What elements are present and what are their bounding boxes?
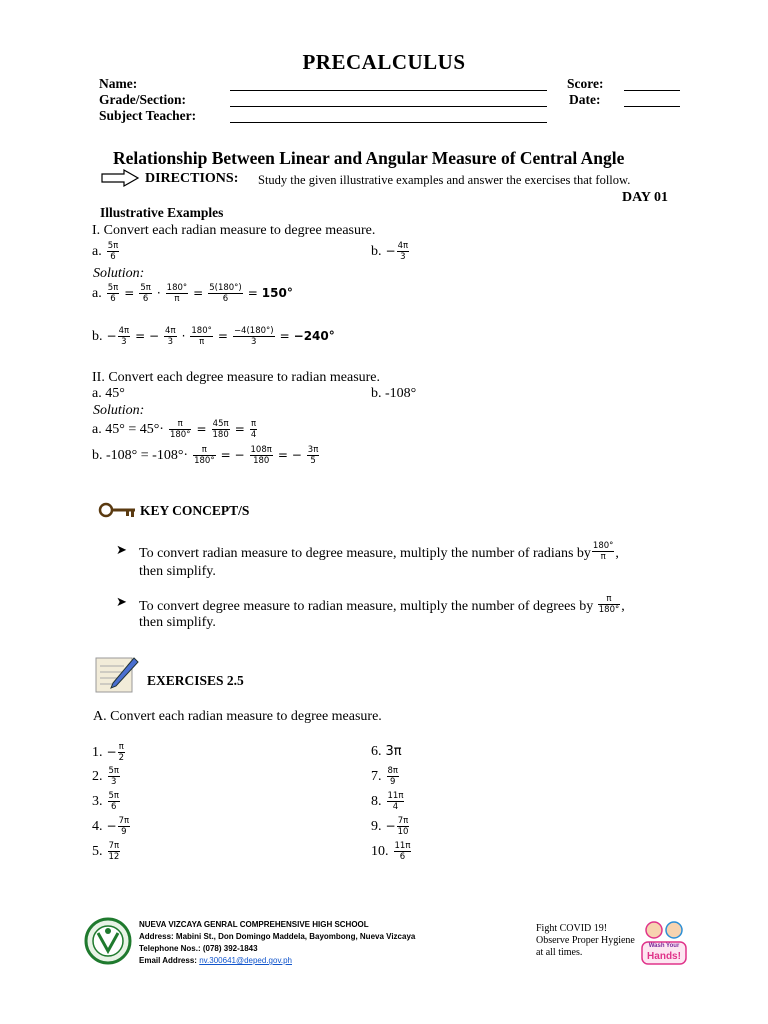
school-seal-logo [84,917,132,965]
exercise-number: 6. [371,744,382,759]
exercise-item [92,766,121,787]
exercise-number: 7. [371,769,382,785]
date-field[interactable] [624,106,680,107]
part1-item-a [92,241,120,262]
exercise-number: 2. [92,769,103,785]
school-name: NUEVA VIZCAYA GENRAL COMPREHENSIVE HIGH SCHOOL [139,920,369,929]
illustrative-heading: Illustrative Examples [100,205,224,220]
exercise-number: 8. [371,794,382,810]
part2-item-a: a. 45° [92,386,125,401]
part2-solution-a: a. 45° = 45°· $\frac{\pi}{180^\circ}$ = $\frac{45\pi}{180}$ = $\frac{\pi}{4}$ [92,419,257,440]
name-label: Name: [99,76,138,91]
item-b-label: b. [371,244,382,260]
exercise-fraction: $\frac{7\pi}{10}$ [397,816,409,837]
exercise-item [92,841,121,862]
part2-solution-label: Solution: [93,403,145,418]
result-b: −240° [293,329,335,344]
exercise-item [371,742,402,760]
page-title: PRECALCULUS [302,50,466,74]
bullet1-text: To convert radian measure to degree measure, multiply the number of radians by $\frac{180^\circ}{\pi}$ , [139,541,619,562]
day-label: DAY 01 [622,190,669,205]
teacher-field[interactable] [230,122,547,123]
name-field[interactable] [230,90,547,91]
exercise-number: 10. [371,844,389,860]
exercises-heading: EXERCISES 2.5 [147,673,244,688]
school-telephone: Telephone Nos.: (078) 392-1843 [139,944,258,953]
bullet-arrow-icon: ➤ [116,594,127,609]
exercise-fraction: $\frac{5\pi}{3}$ [108,766,120,787]
school-email-row: Email Address: nv.300641@deped.gov.ph [139,956,292,965]
part2-heading: II. Convert each degree measure to radian measure. [92,370,381,385]
part1-item-b: b. − $\frac{4\pi}{3}$ [371,241,409,262]
part2-solution-b: b. -108° = -108°· $\frac{\pi}{180^\circ}$ = − $\frac{108\pi}{180}$ = − $\frac{3\pi}{5}$ [92,445,319,466]
exercise-item [371,766,400,787]
part1-solution-a: a. $\frac{5\pi}{6}$ = $\frac{5\pi}{6}$ · $\frac{180^\circ}{\pi}$ = $\frac{5(180^\circ)}{6}$ = 150° [92,283,293,304]
arrow-right-icon [100,168,140,188]
notepad-pencil-icon [94,654,142,694]
badge-top-text: Wash Your [648,943,680,949]
exercise-fraction: $\frac{5\pi}{6}$ [108,791,120,812]
bullet1-cont: then simplify. [139,564,216,579]
part1-heading: I. Convert each radian measure to degree measure. [92,223,376,238]
exercise-item [92,742,126,763]
exercise-item [371,791,405,812]
fight-covid-text: Fight COVID 19! Observe Proper Hygiene at all times. [536,923,635,958]
exercise-fraction: $\frac{\pi}{2}$ [118,742,124,763]
exercise-sign: − [385,819,396,834]
date-label: Date: [569,92,601,107]
exercise-item [92,791,121,812]
part1-solution-b: b. − $\frac{4\pi}{3}$ = − $\frac{4\pi}{3}$ · $\frac{180^\circ}{\pi}$ = $\frac{-4(180^\circ)}{3}$ = −240° [92,326,335,347]
directions-label: DIRECTIONS: [145,171,239,186]
exercise-sign: − [106,819,117,834]
result-a: 150° [261,286,293,301]
badge-bottom-text: Hands! [647,951,681,962]
grade-label: Grade/Section: [99,92,186,107]
exercise-item [371,841,412,862]
exercise-item [92,816,131,837]
score-label: Score: [567,76,604,91]
exercises-instruction: A. Convert each radian measure to degree measure. [93,709,382,724]
exercise-fraction: $\frac{11\pi}{6}$ [394,841,411,862]
exercise-sign: − [106,745,117,760]
exercise-item [371,816,410,837]
grade-field[interactable] [230,106,547,107]
exercise-fraction: $\frac{7\pi}{12}$ [108,841,120,862]
item-a-label: a. [92,244,102,260]
exercise-number: 5. [92,844,103,860]
score-field[interactable] [624,90,680,91]
fraction: $\frac{4\pi}{3}$ [397,241,409,262]
exercise-fraction: $\frac{11\pi}{4}$ [387,791,404,812]
exercise-fraction: $\frac{8\pi}{9}$ [387,766,399,787]
fraction: $\frac{5\pi}{6}$ [107,241,119,262]
part2-item-b: b. -108° [371,386,417,401]
solution-label: Solution: [93,266,145,281]
teacher-label: Subject Teacher: [99,108,197,123]
directions-text: Study the given illustrative examples and answer the exercises that follow. [258,173,631,187]
bullet2-cont: then simplify. [139,615,216,630]
exercise-number: 1. [92,745,103,761]
email-link[interactable]: nv.300641@deped.gov.ph [199,956,292,965]
exercise-number: 4. [92,819,103,835]
bullet2-text: To convert degree measure to radian measure, multiply the number of degrees by $\frac{\pi}{180^\circ}$ , [139,594,625,615]
lesson-title: Relationship Between Linear and Angular Measure of Central Angle [113,148,625,168]
wash-your-hands-badge [638,916,690,966]
exercise-fraction: $\frac{7\pi}{9}$ [118,816,130,837]
key-icon [98,501,138,519]
bullet-arrow-icon: ➤ [116,542,127,557]
exercise-number: 3. [92,794,103,810]
school-address: Address: Mabini St., Don Domingo Maddela, Bayombong, Nueva Vizcaya [139,932,416,941]
exercise-number: 9. [371,819,382,835]
key-concepts-heading: KEY CONCEPT/S [140,503,250,518]
exercise-value: 3π [385,744,402,759]
